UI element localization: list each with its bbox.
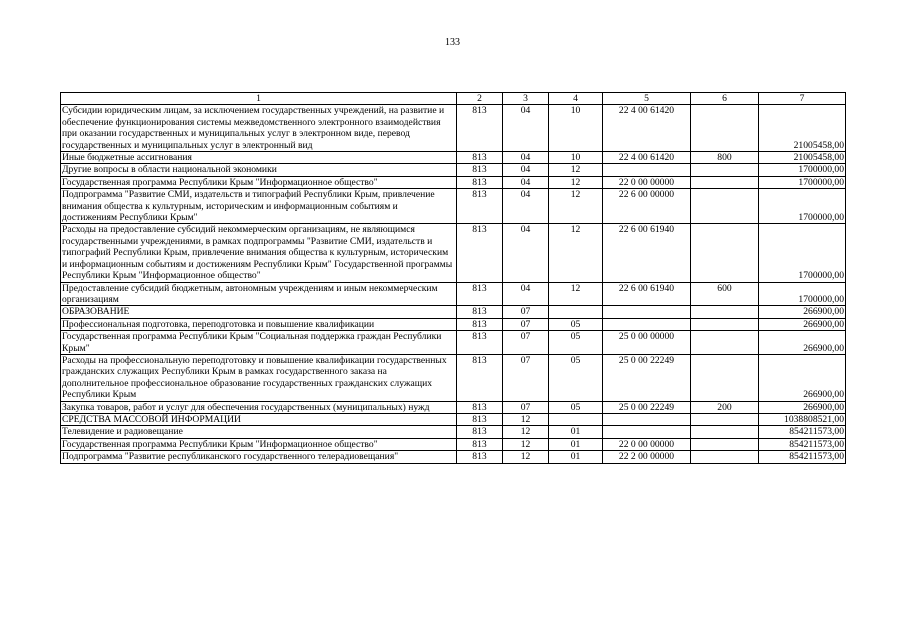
row-csr: [603, 318, 691, 330]
row-vr: 600: [691, 282, 759, 306]
row-name: Субсидии юридическим лицам, за исключением государственных учреждений, на развитие и обеспечение функционирования системы межведомственного электронного взаимодействия при оказании государственных и муниципальных услуг в электронном виде, перевод государственных и муниципальных услуг в электронный вид: [61, 105, 457, 152]
row-rz: 12: [503, 413, 549, 425]
header-row: [61, 93, 846, 105]
row-gr: 813: [457, 176, 503, 188]
row-vr: 200: [691, 401, 759, 413]
row-pr: 12: [549, 224, 603, 282]
row-pr: [549, 413, 603, 425]
table-row: [61, 426, 846, 438]
row-pr: 12: [549, 189, 603, 224]
row-gr: 813: [457, 354, 503, 401]
row-vr: [691, 105, 759, 152]
row-vr: [691, 164, 759, 176]
row-rz: 07: [503, 354, 549, 401]
row-vr: [691, 224, 759, 282]
row-rz: 04: [503, 105, 549, 152]
row-vr: 800: [691, 152, 759, 164]
row-name: Государственная программа Республики Крым "Социальная поддержка граждан Республики Крым": [61, 331, 457, 355]
row-pr: 05: [549, 354, 603, 401]
table-row: [61, 354, 846, 401]
row-sum: 1700000,00: [759, 282, 846, 306]
table-row: [61, 189, 846, 224]
row-name: Государственная программа Республики Крым "Информационное общество": [61, 438, 457, 450]
column-header: 6: [691, 93, 759, 105]
row-vr: [691, 354, 759, 401]
row-pr: 01: [549, 438, 603, 450]
row-gr: 813: [457, 413, 503, 425]
row-name: СРЕДСТВА МАССОВОЙ ИНФОРМАЦИИ: [61, 413, 457, 425]
row-gr: 813: [457, 426, 503, 438]
row-vr: [691, 318, 759, 330]
column-header: 5: [603, 93, 691, 105]
row-pr: 12: [549, 164, 603, 176]
column-header: 3: [503, 93, 549, 105]
row-rz: 12: [503, 426, 549, 438]
row-pr: [549, 306, 603, 318]
budget-table: [60, 92, 846, 464]
row-rz: 07: [503, 331, 549, 355]
row-sum: 1700000,00: [759, 224, 846, 282]
row-rz: 07: [503, 401, 549, 413]
row-vr: [691, 438, 759, 450]
row-rz: 04: [503, 164, 549, 176]
table-row: [61, 331, 846, 355]
row-csr: 22 6 00 00000: [603, 189, 691, 224]
row-csr: 25 0 00 22249: [603, 401, 691, 413]
table-row: [61, 282, 846, 306]
row-vr: [691, 451, 759, 463]
row-pr: 12: [549, 282, 603, 306]
table-row: [61, 176, 846, 188]
table-row: [61, 164, 846, 176]
row-sum: 266900,00: [759, 354, 846, 401]
row-sum: 854211573,00: [759, 451, 846, 463]
row-csr: 22 4 00 61420: [603, 152, 691, 164]
row-rz: 04: [503, 152, 549, 164]
table-row: [61, 401, 846, 413]
table-row: [61, 105, 846, 152]
row-pr: 10: [549, 105, 603, 152]
row-vr: [691, 331, 759, 355]
table-row: [61, 413, 846, 425]
table-row: [61, 224, 846, 282]
row-rz: 04: [503, 189, 549, 224]
row-sum: 266900,00: [759, 401, 846, 413]
row-gr: 813: [457, 451, 503, 463]
row-sum: 854211573,00: [759, 438, 846, 450]
row-vr: [691, 306, 759, 318]
row-name: Другие вопросы в области национальной экономики: [61, 164, 457, 176]
row-sum: 1700000,00: [759, 176, 846, 188]
row-sum: 21005458,00: [759, 105, 846, 152]
column-header: 1: [61, 93, 457, 105]
row-name: Иные бюджетные ассигнования: [61, 152, 457, 164]
row-pr: 01: [549, 451, 603, 463]
table-row: [61, 318, 846, 330]
row-gr: 813: [457, 331, 503, 355]
row-rz: 04: [503, 176, 549, 188]
row-rz: 12: [503, 451, 549, 463]
row-rz: 12: [503, 438, 549, 450]
row-gr: 813: [457, 105, 503, 152]
row-gr: 813: [457, 438, 503, 450]
row-sum: 21005458,00: [759, 152, 846, 164]
row-name: Предоставление субсидий бюджетным, автономным учреждениям и иным некоммерческим организациям: [61, 282, 457, 306]
row-pr: 05: [549, 331, 603, 355]
row-sum: 266900,00: [759, 318, 846, 330]
row-name: Профессиональная подготовка, переподготовка и повышение квалификации: [61, 318, 457, 330]
row-pr: 12: [549, 176, 603, 188]
row-name: Закупка товаров, работ и услуг для обеспечения государственных (муниципальных) нужд: [61, 401, 457, 413]
row-csr: [603, 413, 691, 425]
row-gr: 813: [457, 224, 503, 282]
row-csr: [603, 306, 691, 318]
row-name: Подпрограмма "Развитие республиканского государственного телерадиовещания": [61, 451, 457, 463]
row-name: Телевидение и радиовещание: [61, 426, 457, 438]
column-header: 7: [759, 93, 846, 105]
row-pr: 01: [549, 426, 603, 438]
row-sum: 1700000,00: [759, 189, 846, 224]
row-rz: 04: [503, 224, 549, 282]
row-sum: 266900,00: [759, 331, 846, 355]
row-csr: [603, 164, 691, 176]
row-name: Подпрограмма "Развитие СМИ, издательств и типографий Республики Крым, привлечение внимания общества к культурным, историческим и информационным событиям и достижениям Республики Крым": [61, 189, 457, 224]
row-sum: 266900,00: [759, 306, 846, 318]
row-gr: 813: [457, 189, 503, 224]
row-gr: 813: [457, 401, 503, 413]
row-name: Расходы на предоставление субсидий некоммерческим организациям, не являющимся государственными учреждениями, в рамках подпрограммы "Развитие СМИ, издательств и типографий Республики Крым, привлечение внимания общества к культурным, историческим и информационным событиям и достижениям Республики Крым" Государственной программы Республики Крым "Информационное общество": [61, 224, 457, 282]
row-pr: 05: [549, 401, 603, 413]
row-gr: 813: [457, 282, 503, 306]
row-gr: 813: [457, 306, 503, 318]
column-header: 2: [457, 93, 503, 105]
row-csr: 25 0 00 00000: [603, 331, 691, 355]
row-name: Государственная программа Республики Крым "Информационное общество": [61, 176, 457, 188]
row-rz: 04: [503, 282, 549, 306]
row-sum: 854211573,00: [759, 426, 846, 438]
row-gr: 813: [457, 152, 503, 164]
row-sum: 1700000,00: [759, 164, 846, 176]
table-row: [61, 438, 846, 450]
row-gr: 813: [457, 318, 503, 330]
page-number: 133: [445, 37, 460, 48]
row-csr: 22 6 00 61940: [603, 282, 691, 306]
row-name: Расходы на профессиональную переподготовку и повышение квалификации государственных гражданских служащих Республики Крым в рамках государственного заказа на дополнительное профессиональное образование государственных гражданских служащих Республики Крым: [61, 354, 457, 401]
table-row: [61, 152, 846, 164]
row-rz: 07: [503, 318, 549, 330]
row-sum: 1038808521,00: [759, 413, 846, 425]
row-pr: 05: [549, 318, 603, 330]
row-vr: [691, 176, 759, 188]
row-csr: 25 0 00 22249: [603, 354, 691, 401]
row-csr: 22 4 00 61420: [603, 105, 691, 152]
row-vr: [691, 413, 759, 425]
row-gr: 813: [457, 164, 503, 176]
table-body: [61, 105, 846, 463]
row-vr: [691, 189, 759, 224]
table-row: [61, 451, 846, 463]
column-header: 4: [549, 93, 603, 105]
row-csr: 22 0 00 00000: [603, 438, 691, 450]
row-csr: [603, 426, 691, 438]
row-csr: 22 0 00 00000: [603, 176, 691, 188]
table-row: [61, 306, 846, 318]
row-rz: 07: [503, 306, 549, 318]
row-pr: 10: [549, 152, 603, 164]
row-name: ОБРАЗОВАНИЕ: [61, 306, 457, 318]
row-csr: 22 6 00 61940: [603, 224, 691, 282]
row-vr: [691, 426, 759, 438]
row-csr: 22 2 00 00000: [603, 451, 691, 463]
